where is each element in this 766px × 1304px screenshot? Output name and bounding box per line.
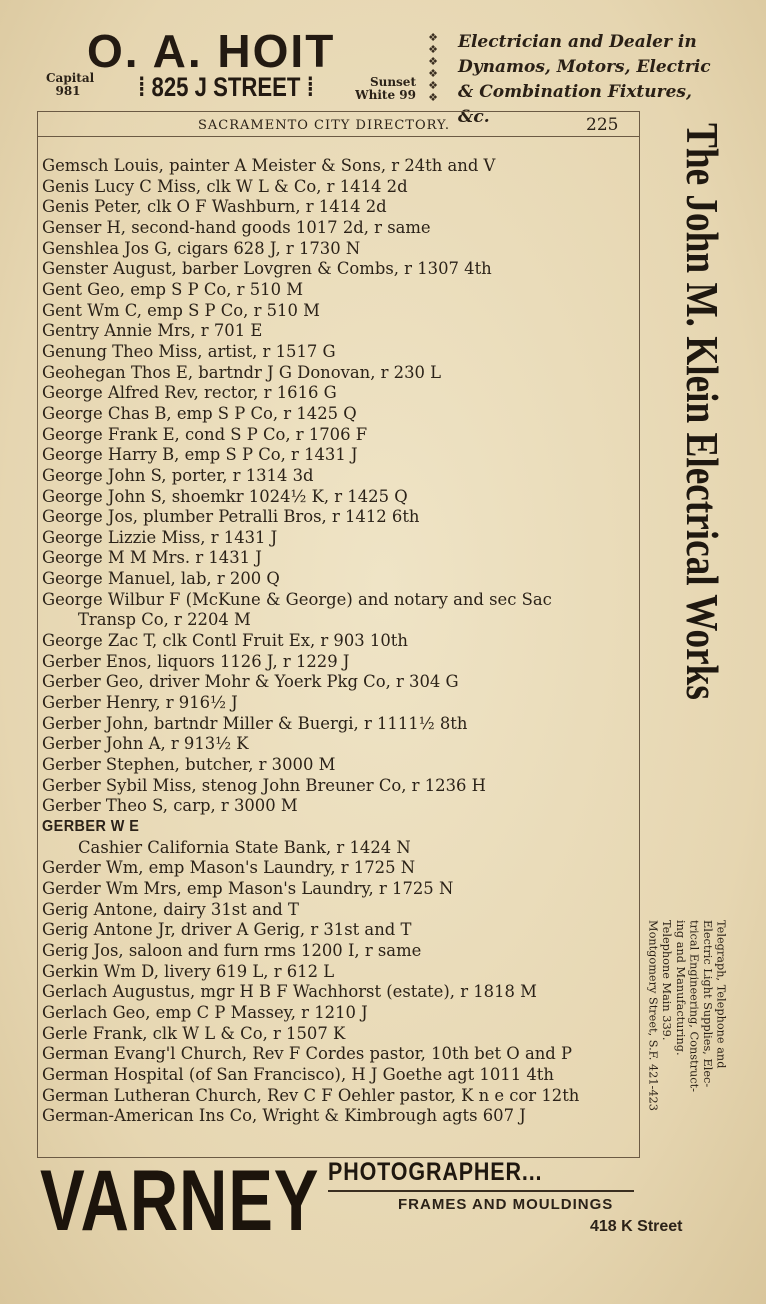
directory-title: SACRAMENTO CITY DIRECTORY. [198, 118, 451, 133]
directory-entry: George Zac T, clk Contl Fruit Ex, r 903 10th [42, 631, 408, 651]
directory-entry: Gerlach Augustus, mgr H B F Wachhorst (estate), r 1818 M [42, 982, 537, 1002]
directory-entry: Gerber Henry, r 916½ J [42, 693, 238, 713]
running-head [38, 116, 639, 137]
directory-entry: George Jos, plumber Petralli Bros, r 1412 6th [42, 507, 420, 527]
page-number: 225 [586, 115, 619, 135]
directory-entry: Gerle Frank, clk W L & Co, r 1507 K [42, 1023, 346, 1043]
klein-detail-line: trical Engineering, Construct- [687, 920, 701, 1092]
directory-entry: Genung Theo Miss, artist, r 1517 G [42, 341, 336, 361]
klein-detail-line: Montgomery Street, S.F. 421-423 [646, 920, 660, 1111]
directory-entry: George Frank E, cond S P Co, r 1706 F [42, 424, 368, 444]
directory-entry: Genis Lucy C Miss, clk W L & Co, r 1414 2d [42, 176, 408, 196]
directory-entry: German-American Ins Co, Wright & Kimbrough agts 607 J [42, 1106, 526, 1126]
directory-entry: Gent Wm C, emp S P Co, r 510 M [42, 300, 320, 320]
directory-entry: Gerig Antone, dairy 31st and T [42, 899, 299, 919]
ornament-divider: ❖ ❖ ❖ ❖ ❖ ❖ [428, 31, 438, 104]
directory-entry: Gent Geo, emp S P Co, r 510 M [42, 279, 304, 299]
directory-entry: Gerber Enos, liquors 1126 J, r 1229 J [42, 651, 350, 671]
directory-entry: Gerber John, bartndr Miller & Buergi, r 1111½ 8th [42, 713, 468, 733]
varney-address: 418 K Street [590, 1218, 683, 1235]
directory-entry: George M M Mrs. r 1431 J [42, 548, 262, 568]
varney-advertisement [36, 1153, 726, 1296]
varney-line: FRAMES AND MOULDINGS [398, 1196, 614, 1213]
directory-entry: Cashier California State Bank, r 1424 N [78, 837, 411, 857]
entry-list [42, 156, 637, 1127]
varney-name: VARNEY [40, 1153, 320, 1249]
klein-name: The John M. Klein Electrical Works [677, 123, 728, 700]
dealer-line-1: Electrician and Dealer in [458, 32, 697, 52]
directory-entry: George Alfred Rev, rector, r 1616 G [42, 383, 337, 403]
klein-detail-line: ing and Manufacturing. [673, 920, 687, 1056]
directory-entry: George Lizzie Miss, r 1431 J [42, 527, 278, 547]
directory-entry: Gerber Sybil Miss, stenog John Breuner Co, r 1236 H [42, 775, 486, 795]
directory-entry: George Chas B, emp S P Co, r 1425 Q [42, 403, 357, 423]
klein-detail-line: Telegraph, Telephone and [714, 920, 728, 1069]
directory-entry: Gerlach Geo, emp C P Massey, r 1210 J [42, 1002, 368, 1022]
sunset-label: Sunset [369, 75, 416, 89]
klein-details [646, 920, 728, 1150]
hoit-address: ⁞ 825 J STREET ⁞ [138, 72, 314, 102]
directory-entry: Genshlea Jos G, cigars 628 J, r 1730 N [42, 238, 361, 258]
directory-entry: Gerig Antone Jr, driver A Gerig, r 31st and T [42, 920, 412, 940]
klein-detail-line: Telephone Main 339. [660, 920, 674, 1041]
directory-entry: Gerber Stephen, butcher, r 3000 M [42, 755, 336, 775]
directory-entry: German Evang'l Church, Rev F Cordes pastor, 10th bet O and P [42, 1044, 572, 1064]
directory-entry: Genster August, barber Lovgren & Combs, r 1307 4th [42, 259, 492, 279]
directory-entry: Gemsch Louis, painter A Meister & Sons, r 24th and V [42, 156, 496, 175]
directory-entry: German Lutheran Church, Rev C F Oehler pastor, K n e cor 12th [42, 1085, 580, 1105]
directory-entry: Genis Peter, clk O F Washburn, r 1414 2d [42, 197, 387, 217]
klein-detail-line: Electric Light Supplies, Elec- [700, 920, 714, 1088]
directory-entry: German Hospital (of San Francisco), H J Goethe agt 1011 4th [42, 1064, 554, 1084]
directory-entry: George John S, porter, r 1314 3d [42, 465, 314, 485]
directory-entry: Gerkin Wm D, livery 619 L, r 612 L [42, 961, 335, 981]
sunset-phone [336, 76, 416, 102]
directory-entry: Gerber Theo S, carp, r 3000 M [42, 796, 298, 816]
directory-entry: Transp Co, r 2204 M [78, 610, 251, 630]
capital-label: Capital [46, 71, 95, 85]
divider-rule [328, 1190, 634, 1192]
directory-entry: Gerder Wm Mrs, emp Mason's Laundry, r 1725 N [42, 878, 454, 898]
directory-entry: Gerig Jos, saloon and furn rms 1200 I, r same [42, 940, 422, 960]
capital-number: 981 [55, 84, 81, 98]
directory-entry: Gerder Wm, emp Mason's Laundry, r 1725 N [42, 858, 416, 878]
dealer-line-3: & Combination Fixtures, &c. [458, 82, 692, 127]
directory-entry: George John S, shoemkr 1024½ K, r 1425 Q [42, 486, 408, 506]
directory-entry: Gerber John A, r 913½ K [42, 734, 249, 754]
directory-entry: Geohegan Thos E, bartndr J G Donovan, r 230 L [42, 362, 442, 382]
directory-listing [37, 111, 640, 1158]
varney-title: PHOTOGRAPHER... [328, 1158, 543, 1186]
dealer-line-2: Dynamos, Motors, Electric [458, 57, 711, 77]
directory-entry: George Wilbur F (McKune & George) and notary and sec Sac [42, 589, 552, 609]
directory-entry: Gerber Geo, driver Mohr & Yoerk Pkg Co, r 304 G [42, 672, 459, 692]
hoit-name: O. A. HOIT [87, 25, 336, 77]
directory-entry: Gentry Annie Mrs, r 701 E [42, 321, 263, 341]
directory-entry: GERBER W E [42, 818, 140, 835]
hoit-address-text: 825 J STREET [151, 72, 301, 102]
directory-entry: Genser H, second-hand goods 1017 2d, r same [42, 217, 431, 237]
capital-phone [46, 71, 95, 98]
directory-entry: George Harry B, emp S P Co, r 1431 J [42, 445, 358, 465]
directory-entry: George Manuel, lab, r 200 Q [42, 569, 280, 589]
sunset-number: White 99 [355, 88, 416, 102]
